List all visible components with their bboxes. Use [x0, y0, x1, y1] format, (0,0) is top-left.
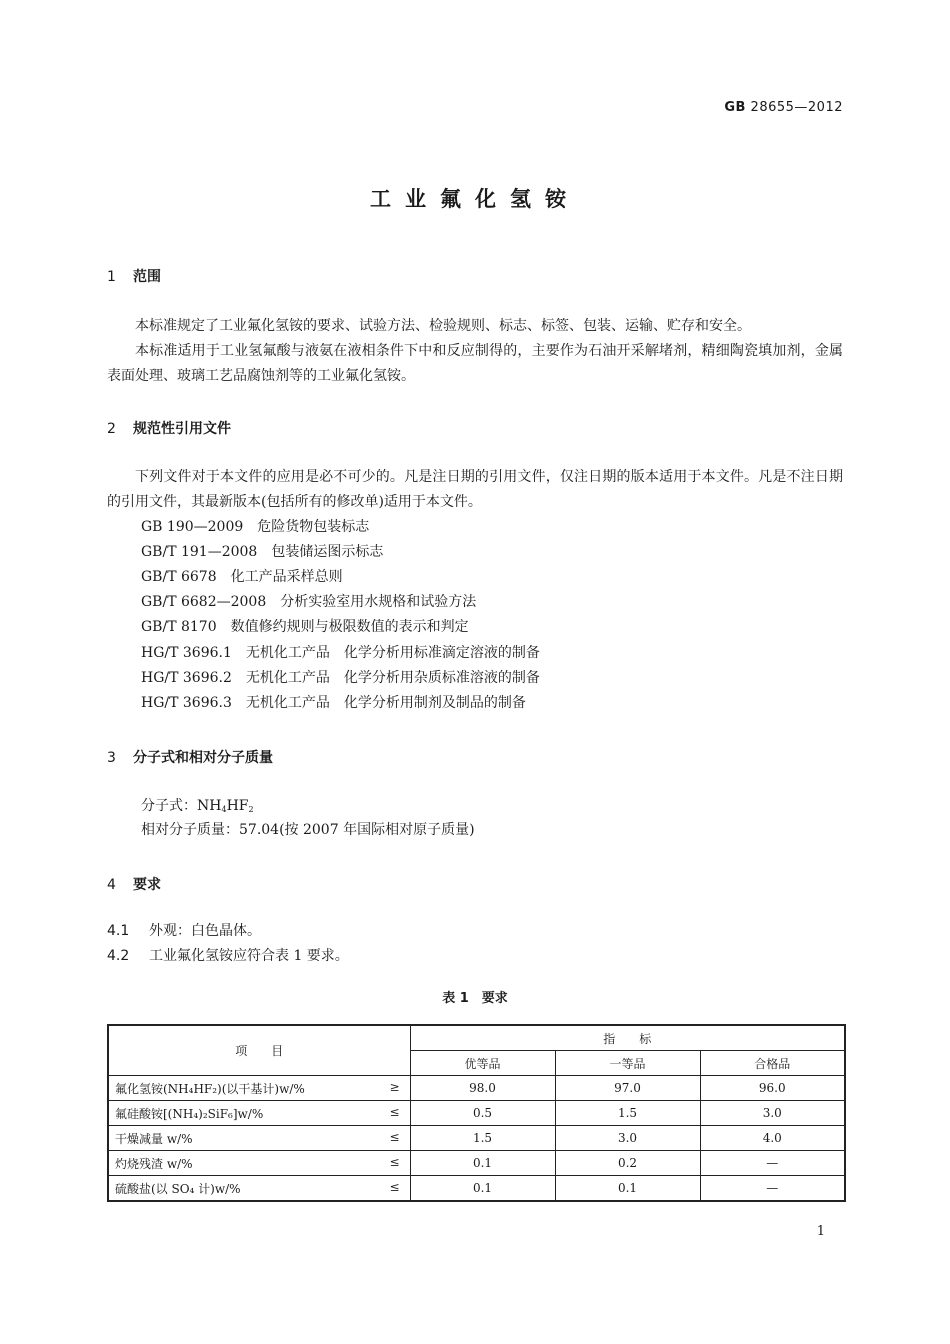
cell-value: 3.0 [555, 1126, 700, 1151]
cell-value: 0.1 [555, 1176, 700, 1202]
section-1-heading [107, 266, 161, 286]
row-item: 灼烧残渣 w/% ≤ [108, 1151, 410, 1176]
section-1-title: 范围 [133, 269, 161, 285]
cell-value: 0.5 [410, 1101, 555, 1126]
cell-value: 96.0 [700, 1076, 845, 1101]
limit-symbol: ≥ [389, 1080, 400, 1094]
reference-item: HG/T 3696.1 无机化工产品 化学分析用标准滴定溶液的制备 [141, 645, 540, 661]
header-index: 指 标 [410, 1025, 845, 1051]
table-row [108, 1076, 845, 1101]
references-intro: 下列文件对于本文件的应用是必不可少的。凡是注日期的引用文件，仅注日期的版本适用于本文件。凡是不注日期的引用文件，其最新版本(包括所有的修改单)适用于本文件。 [107, 469, 843, 510]
row-item: 氟化氢铵(NH₄HF₂)(以干基计)w/% ≥ [108, 1076, 410, 1101]
row-item: 干燥减量 w/% ≤ [108, 1126, 410, 1151]
section-2-heading [107, 418, 231, 438]
section-2-number: 2 [107, 421, 116, 437]
cell-value: 3.0 [700, 1101, 845, 1126]
section-4-heading [107, 874, 161, 894]
standard-number [724, 100, 843, 115]
table-row [108, 1151, 845, 1176]
cell-value: 0.2 [555, 1151, 700, 1176]
reference-item: GB 190—2009 危险货物包装标志 [141, 519, 370, 535]
cell-value: 0.1 [410, 1176, 555, 1202]
requirements-table [107, 1024, 846, 1202]
reference-item: GB/T 6682—2008 分析实验室用水规格和试验方法 [141, 594, 477, 610]
limit-symbol: ≤ [389, 1155, 400, 1169]
reference-item: HG/T 3696.3 无机化工产品 化学分析用制剂及制品的制备 [141, 695, 526, 711]
cell-value: 1.5 [410, 1126, 555, 1151]
header-item: 项 目 [108, 1025, 410, 1076]
molecular-mass: 相对分子质量：57.04(按 2007 年国际相对原子质量) [141, 822, 475, 838]
section-4-number: 4 [107, 877, 116, 893]
standard-code: 28655—2012 [750, 100, 843, 115]
grade-superior: 优等品 [410, 1051, 555, 1076]
cell-value: 1.5 [555, 1101, 700, 1126]
reference-item: GB/T 191—2008 包装储运图示标志 [141, 544, 384, 560]
molecular-formula: 分子式：$NH_4HF_2$ [141, 798, 254, 814]
cell-value: — [700, 1151, 845, 1176]
reference-item: GB/T 6678 化工产品采样总则 [141, 569, 343, 585]
section-1-number: 1 [107, 269, 116, 285]
scope-paragraph-1: 本标准规定了工业氟化氢铵的要求、试验方法、检验规则、标志、标签、包装、运输、贮存和安全。 [135, 318, 751, 334]
table-header-row [108, 1025, 845, 1051]
limit-symbol: ≤ [389, 1130, 400, 1144]
page-number: 1 [816, 1224, 825, 1239]
requirement-4-2: 4.2 工业氟化氢铵应符合表 1 要求。 [107, 948, 349, 964]
section-2-title: 规范性引用文件 [133, 421, 231, 437]
cell-value: 4.0 [700, 1126, 845, 1151]
grade-qualified: 合格品 [700, 1051, 845, 1076]
row-item: 氟硅酸铵[(NH₄)₂SiF₆]w/% ≤ [108, 1101, 410, 1126]
cell-value: 97.0 [555, 1076, 700, 1101]
section-4-title: 要求 [133, 877, 161, 893]
limit-symbol: ≤ [389, 1105, 400, 1119]
row-item: 硫酸盐(以 SO₄ 计)w/% ≤ [108, 1176, 410, 1202]
reference-item: GB/T 8170 数值修约规则与极限数值的表示和判定 [141, 619, 469, 635]
standard-prefix: GB [724, 100, 746, 115]
table-caption: 表 1 要求 [442, 991, 508, 1006]
cell-value: 98.0 [410, 1076, 555, 1101]
table-row [108, 1176, 845, 1202]
cell-value: — [700, 1176, 845, 1202]
section-3-title: 分子式和相对分子质量 [133, 750, 273, 766]
scope-paragraph-2: 本标准适用于工业氢氟酸与液氨在液相条件下中和反应制得的，主要作为石油开采解堵剂，精细陶瓷填加剂，金属表面处理、玻璃工艺品腐蚀剂等的工业氟化氢铵。 [107, 343, 843, 384]
cell-value: 0.1 [410, 1151, 555, 1176]
document-title: 工业氟化氢铵 [370, 187, 580, 211]
limit-symbol: ≤ [389, 1180, 400, 1194]
table-row [108, 1101, 845, 1126]
table-row [108, 1126, 845, 1151]
reference-item: HG/T 3696.2 无机化工产品 化学分析用杂质标准溶液的制备 [141, 670, 540, 686]
grade-first: 一等品 [555, 1051, 700, 1076]
section-3-number: 3 [107, 750, 116, 766]
section-3-heading [107, 747, 273, 767]
requirement-4-1: 4.1 外观：白色晶体。 [107, 923, 261, 939]
